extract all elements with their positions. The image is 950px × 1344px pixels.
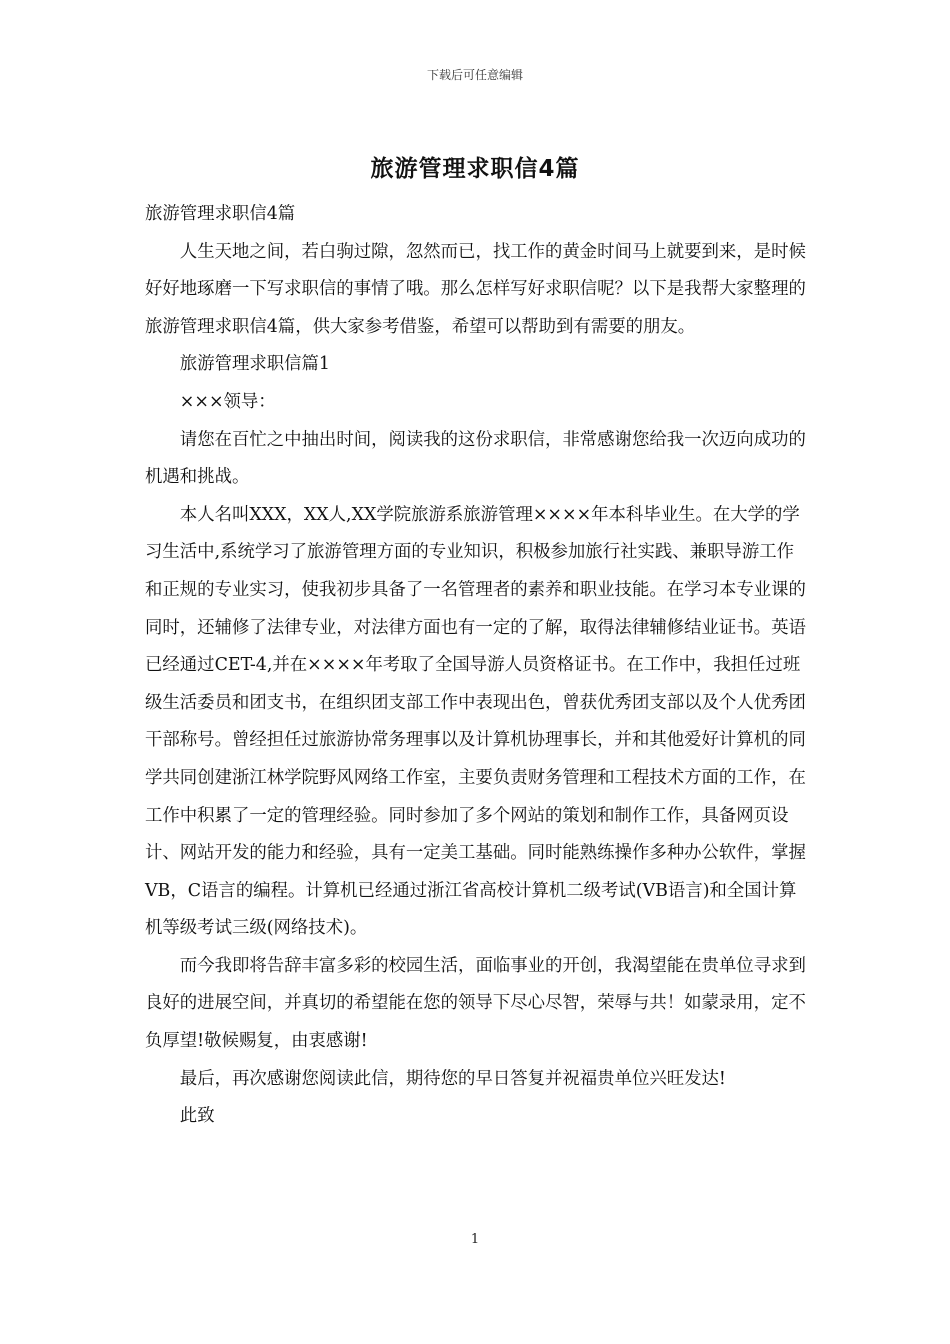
page-number: 1 (470, 1232, 480, 1247)
salutation: ×××领导： (179, 391, 276, 412)
closing-salutation: 此致 (179, 1106, 215, 1127)
document-body (145, 196, 810, 1136)
section-heading: 旅游管理求职信篇1 (179, 354, 330, 375)
header-note: 下载后可任意编辑 (426, 68, 523, 82)
body-paragraph: 请您在百忙之中抽出时间，阅读我的这份求职信，非常感谢您给我一次迈向成功的机遇和挑战。 (145, 429, 806, 488)
document-title: 旅游管理求职信4篇 (370, 156, 580, 182)
body-paragraph: 而今我即将告辞丰富多彩的校园生活，面临事业的开创，我渴望能在贵单位寻求到良好的进展空间，并真切的希望能在您的领导下尽心尽智，荣辱与共！如蒙录用，定不负厚望!敬候赐复，由衷感谢! (145, 955, 806, 1052)
subtitle-paragraph: 旅游管理求职信4篇 (145, 204, 296, 224)
intro-paragraph: 人生天地之间，若白驹过隙，忽然而已，找工作的黄金时间马上就要到来，是时候好好地琢磨一下写求职信的事情了哦。那么怎样写好求职信呢？以下是我帮大家整理的旅游管理求职信4篇，供大家参考借鉴，希望可以帮助到有需要的朋友。 (145, 241, 806, 337)
body-paragraph: 本人名叫XXX，XX人,XX学院旅游系旅游管理××××年本科毕业生。在大学的学习生活中,系统学习了旅游管理方面的专业知识，积极参加旅行社实践、兼职导游工作和正规的专业实习，使我初步具备了一名管理者的素养和职业技能。在学习本专业课的同时，还辅修了法律专业，对法律方面也有一定的了解，取得法律辅修结业证书。英语已经通过CET-4,并在××××年考取了全国导游人员资格证书。在工作中，我担任过班级生活委员和团支书，在组织团支部工作中表现出色，曾获优秀团支部以及个人优秀团干部称号。曾经担任过旅游协常务理事以及计算机协理事长，并和其他爱好计算机的同学共同创建浙江林学院野风网络工作室，主要负责财务管理和工程技术方面的工作，在工作中积累了一定的管理经验。同时参加了多个网站的策划和制作工作，具备网页设计、网站开发的能力和经验，具有一定美工基础。同时能熟练操作多种办公软件，掌握VB，C语言的编程。计算机已经通过浙江省高校计算机二级考试(VB语言)和全国计算机等级考试三级(网络技术)。 (145, 504, 806, 939)
closing-paragraph: 最后，再次感谢您阅读此信，期待您的早日答复并祝福贵单位兴旺发达! (179, 1068, 726, 1089)
